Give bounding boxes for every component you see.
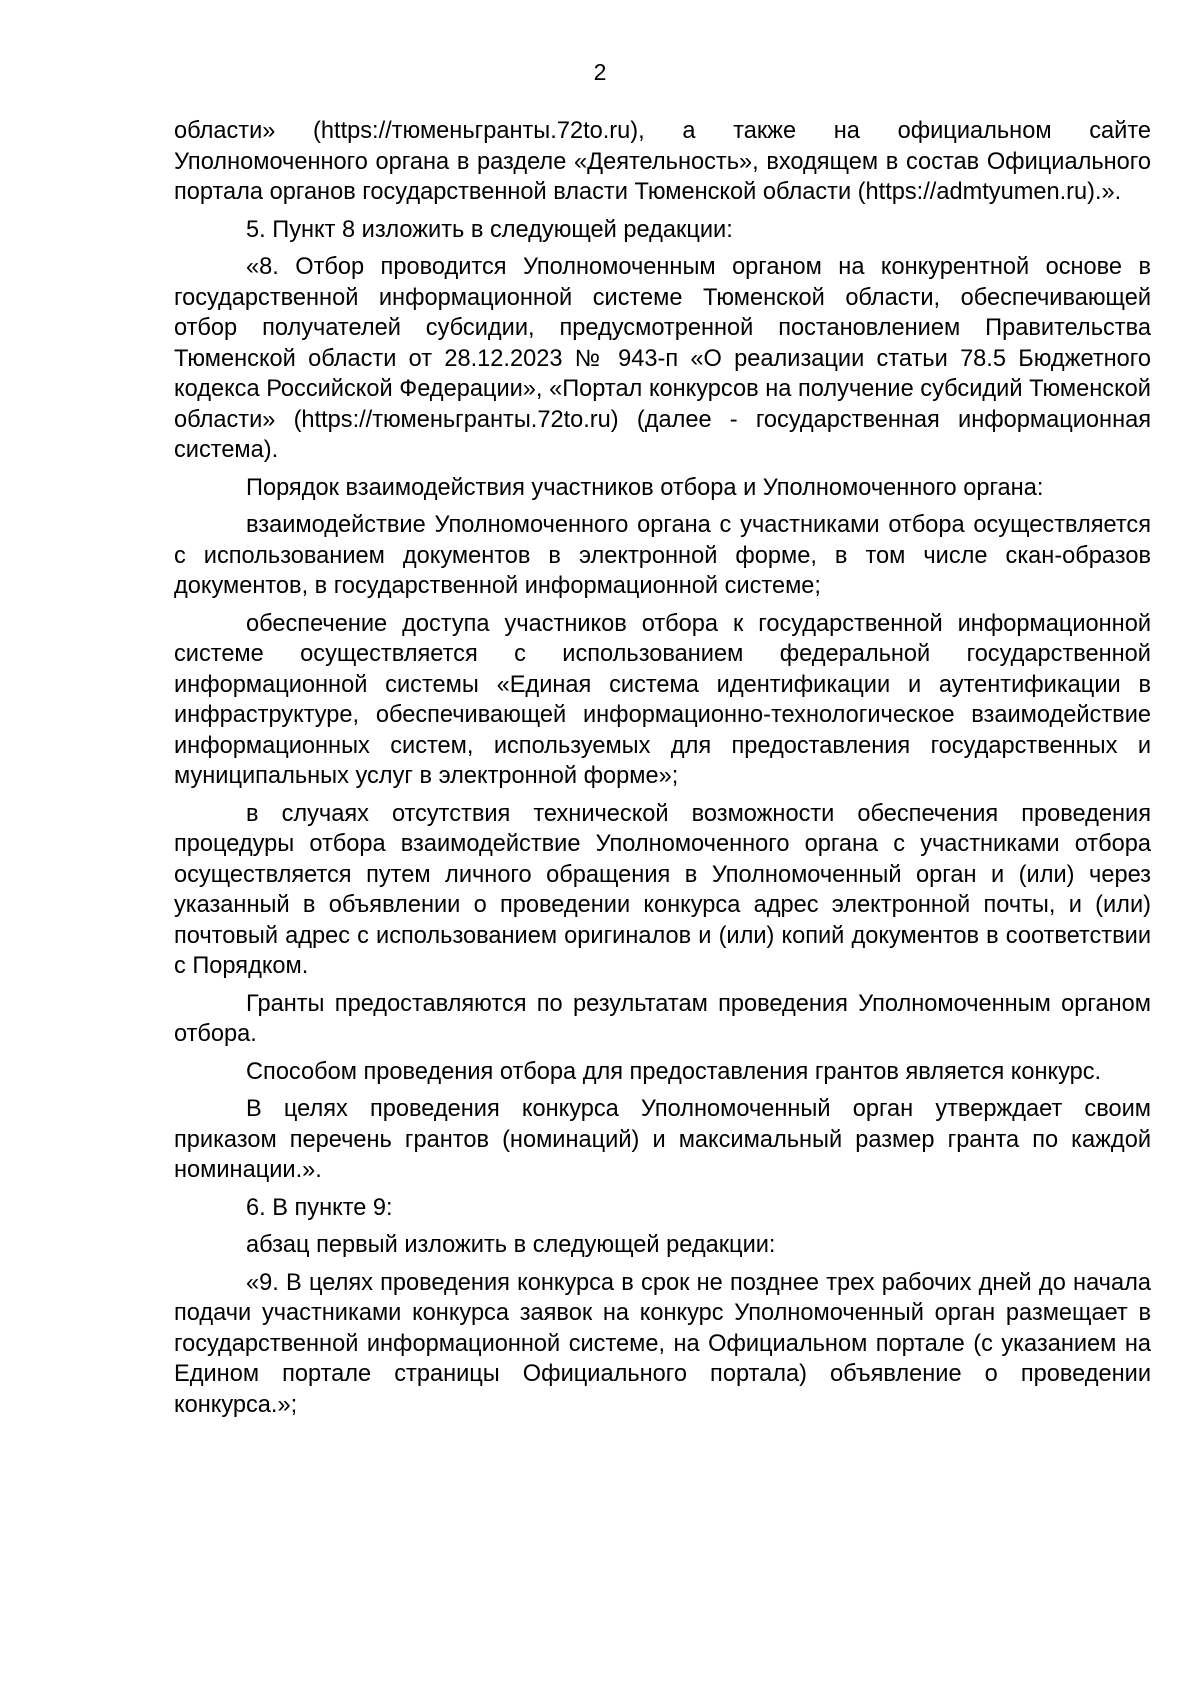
paragraph-item-6-heading: 6. В пункте 9: <box>246 1194 393 1221</box>
paragraph-no-technical-possibility: в случаях отсутствия технической возможности обеспечения проведения процедуры отбора взаимодействие Уполномоченного органа с участниками отбора осуществляется путем личного обращения в Уполномоченный орган и (или) через указанный в объявлении о проведении конкурса адрес электронной почты, и (или) почтовый адрес с использованием оригиналов и (или) копий документов в соответствии с Порядком. <box>174 800 1151 979</box>
paragraph-system-access: обеспечение доступа участников отбора к государственной информационной системе осуществляется с использованием федеральной государственной информационной системы «Единая система идентификации и аутентификации в инфраструктуре, обеспечивающей информационно-технологическое взаимодействие информационных систем, используемых для предоставления государственных и муниципальных услуг в электронной форме»; <box>174 610 1151 789</box>
page-number: 2 <box>593 59 607 85</box>
paragraph-item-5-heading: 5. Пункт 8 изложить в следующей редакции: <box>246 216 733 243</box>
paragraph-selection-method: Способом проведения отбора для предоставления грантов является конкурс. <box>246 1058 1102 1085</box>
paragraph-point-9: «9. В целях проведения конкурса в срок не позднее трех рабочих дней до начала подачи участниками конкурса заявок на конкурс Уполномоченный орган размещает в государственной информационной системе, на Официальном портале (с указанием на Едином портале страницы Официального портала) объявление о проведении конкурса.»; <box>174 1269 1151 1418</box>
paragraph-interaction-order: Порядок взаимодействия участников отбора и Уполномоченного органа: <box>246 474 1044 501</box>
paragraph-nominations: В целях проведения конкурса Уполномоченный орган утверждает своим приказом перечень грантов (номинаций) и максимальный размер гранта по каждой номинации.». <box>174 1096 1151 1183</box>
paragraph-point-8: «8. Отбор проводится Уполномоченным органом на конкурентной основе в государственной информационной системе Тюменской области, обеспечивающей отбор получателей субсидии, предусмотренной постановлением Правительства Тюменской области от 28.12.2023 № 943-п «О реализации статьи 78.5 Бюджетного кодекса Российской Федерации», «Портал конкурсов на получение субсидий Тюменской области» (https://тюменьгранты.72to.ru) (далее - государственная информационная система). <box>174 254 1151 463</box>
paragraph-first-abzac: абзац первый изложить в следующей редакции: <box>246 1232 776 1258</box>
paragraph-electronic-interaction: взаимодействие Уполномоченного органа с участниками отбора осуществляется с использованием документов в электронной форме, в том числе скан-образов документов, в государственной информационной системе; <box>174 512 1151 599</box>
paragraph-grants-provided: Гранты предоставляются по результатам проведения Уполномоченным органом отбора. <box>174 990 1151 1047</box>
document-body <box>174 116 1151 1420</box>
paragraph-continuation: области» (https://тюменьгранты.72to.ru), а также на официальном сайте Уполномоченного органа в разделе «Деятельность», входящем в состав Официального портала органов государственной власти Тюменской области (https://admtyumen.ru).». <box>174 118 1151 205</box>
